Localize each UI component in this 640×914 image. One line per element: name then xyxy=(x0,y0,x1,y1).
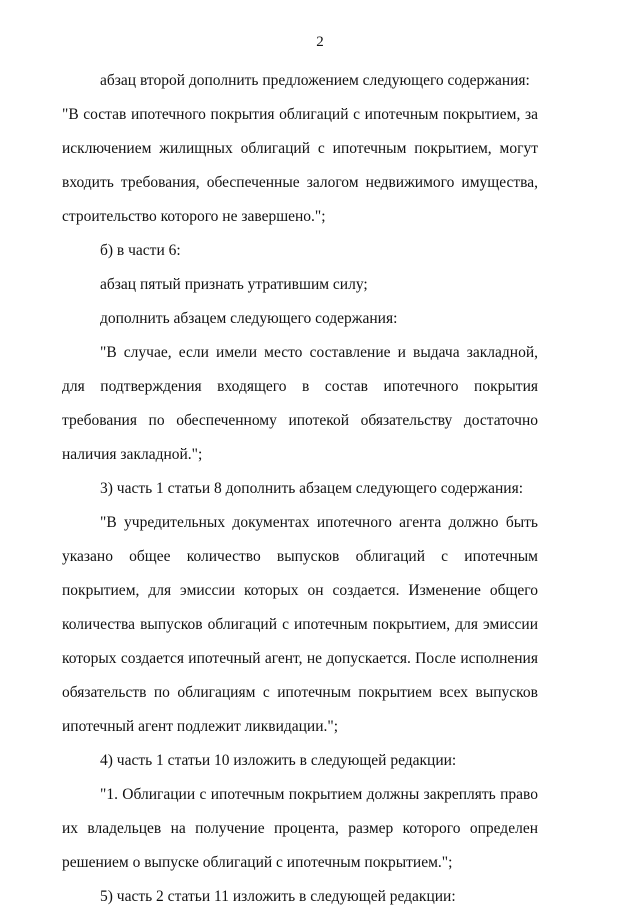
paragraph: "В учредительных документах ипотечного агента должно быть указано общее количество выпусков облигаций с ипотечным покрытием, для эмиссии которых он создается. Изменение общего количества выпусков облигаций с ипотечным покрытием, для эмиссии которых создается ипотечный агент, не допускается. После исполнения обязательств по облигациям с ипотечным покрытием всех выпусков ипотечный агент подлежит ликвидации."; xyxy=(62,514,538,735)
paragraph: абзац пятый признать утратившим силу; xyxy=(100,276,368,293)
paragraph: 4) часть 1 статьи 10 изложить в следующей редакции: xyxy=(100,752,457,769)
paragraph: "В случае, если имели место составление и выдача закладной, для подтверждения входящего в состав ипотечного покрытия требования по обеспеченному ипотекой обязательству достаточно наличия закладной."; xyxy=(62,344,538,463)
page-number: 2 xyxy=(316,34,324,50)
paragraph: 5) часть 2 статьи 11 изложить в следующей редакции: xyxy=(100,888,456,905)
paragraph: дополнить абзацем следующего содержания: xyxy=(100,310,398,327)
paragraph: 3) часть 1 статьи 8 дополнить абзацем следующего содержания: xyxy=(100,480,524,497)
document-body xyxy=(62,64,538,914)
paragraph: "В состав ипотечного покрытия облигаций с ипотечным покрытием, за исключением жилищных облигаций с ипотечным покрытием, могут входить требования, обеспеченные залогом недвижимого имущества, строительство которого не завершено."; xyxy=(62,106,538,225)
paragraph: "1. Облигации с ипотечным покрытием должны закреплять право их владельцев на получение процента, размер которого определен решением о выпуске облигаций с ипотечным покрытием."; xyxy=(62,786,538,871)
paragraph: б) в части 6: xyxy=(100,242,181,259)
paragraph: абзац второй дополнить предложением следующего содержания: xyxy=(100,72,530,89)
